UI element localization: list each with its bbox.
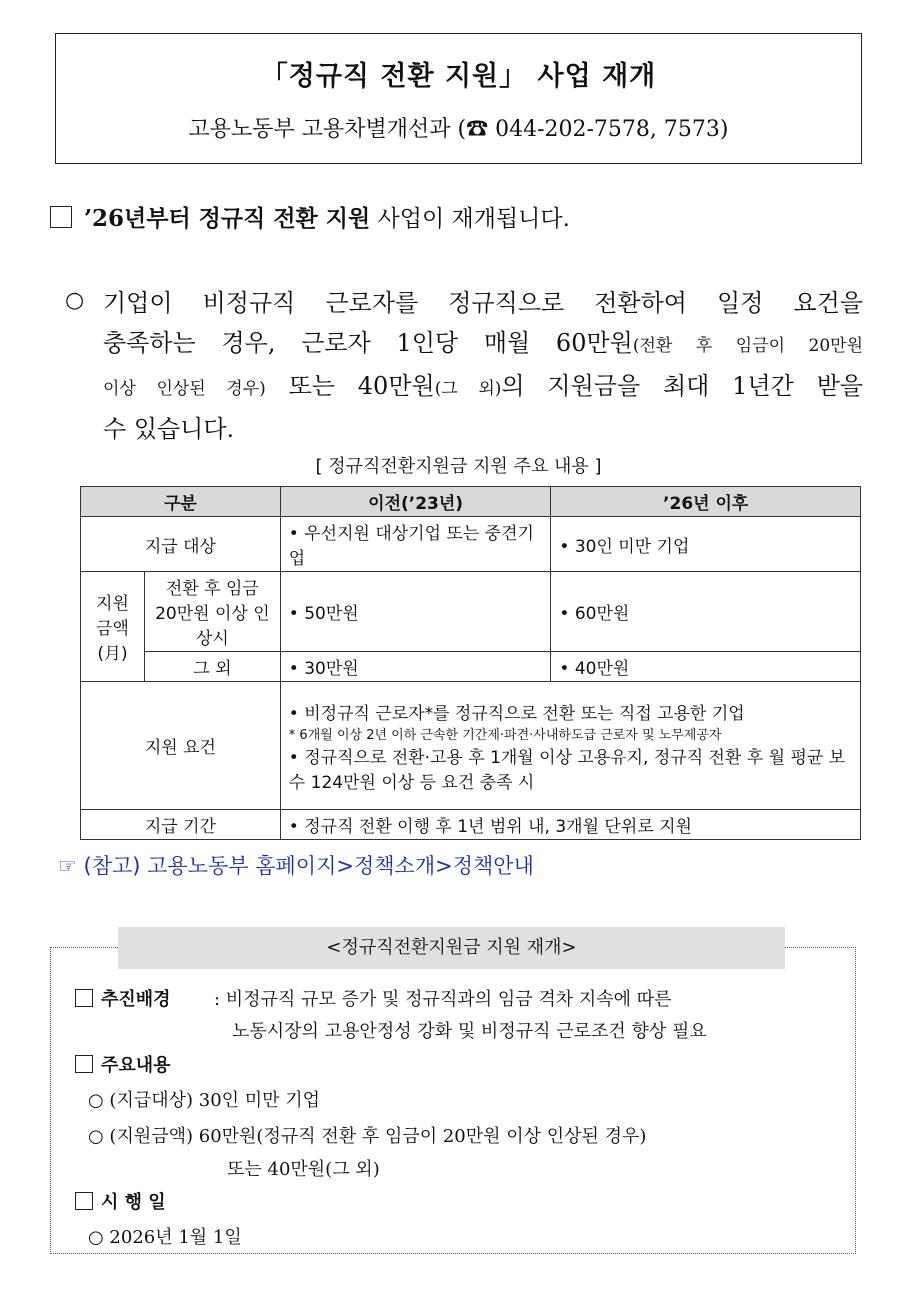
background-text: : 비정규직 규모 증가 및 정규직과의 임금 격차 지속에 따른 [214,989,672,1010]
title-box [55,33,862,164]
background-label: 추진배경 [101,989,171,1010]
row-label: 지급 대상 [81,517,281,572]
section-heading [50,200,570,233]
table-header: 이전(’23년) [280,487,551,517]
row-label: 지급 기간 [81,810,281,840]
table-cell: • 정규직 전환 이행 후 1년 범위 내, 3개월 단위로 지원 [280,810,860,840]
target-line: ○ (지급대상) 30인 미만 기업 [88,1090,321,1111]
summary-main-content [75,1051,171,1077]
info-table [80,486,861,840]
table-header: 구분 [81,487,281,517]
table-header: ’26년 이후 [551,487,861,517]
para-line: 기업이 비정규직 근로자를 정규직으로 전환하여 일정 요건을 [103,289,863,317]
summary-date [75,1188,166,1214]
table-row [81,572,861,652]
table-cell: • 우선지원 대상기업 또는 중견기업 [280,517,551,572]
para-note: (그 외) [434,379,502,399]
program-description [103,283,863,449]
para-segment: 충족하는 경우, 근로자 1인당 매월 60만원 [103,329,633,357]
requirement-note: * 6개월 이상 2년 이하 근속한 기간제·파견·사내하도급 근로자 및 노무제공자 [288,727,722,743]
amount-line: 또는 40만원(그 외) [227,1159,380,1180]
table-cell: • 50만원 [280,572,551,652]
para-note: (전환 후 임금이 20만원 [632,336,863,356]
date-label: 시 행 일 [101,1192,166,1213]
requirement-line: • 비정규직 근로자*를 정규직으로 전환 또는 직접 고용한 기업 [288,703,745,724]
checkbox-square-icon [75,989,93,1007]
requirement-line: • 정규직으로 전환·고용 후 1개월 이상 고용유지, 정규직 전환 후 월 평균 보수 124만원 이상 등 요건 충족 시 [288,747,846,793]
table-cell: • 30만원 [280,652,551,682]
amount-label: 지원 금액 (月) [81,572,145,682]
table-row [81,517,861,572]
row-label: 그 외 [144,652,280,682]
amount-line: ○ (지원금액) 60만원(정규직 전환 후 임금이 20만원 이상 인상된 경우) [88,1126,647,1147]
table-cell: • 30인 미만 기업 [551,517,861,572]
para-line [103,366,863,409]
table-cell: • 60만원 [551,572,861,652]
summary-title: <정규직전환지원금 지원 재개> [118,927,785,969]
reference-link[interactable]: ☞ (참고) 고용노동부 홈페이지>정책소개>정책안내 [58,854,534,878]
checkbox-square-icon [50,206,72,228]
table-caption: [ 정규직전환지원금 지원 주요 내용 ] [315,456,602,477]
para-note: 이상 인상된 경우) [103,379,266,399]
section-heading-rest: 사업이 재개됩니다. [370,206,570,232]
summary-background [75,985,171,1011]
table-row [81,652,861,682]
table-header-row [81,487,861,517]
date-line: ○ 2026년 1월 1일 [88,1227,242,1248]
row-label: 지원 요건 [81,682,281,810]
bullet-circle-icon: ○ [65,288,85,313]
table-cell [280,682,860,810]
checkbox-square-icon [75,1192,93,1210]
para-segment: 또는 40만원 [265,372,435,400]
main-label: 주요내용 [101,1055,171,1076]
table-row [81,810,861,840]
background-text: 노동시장의 고용안정성 강화 및 비정규직 근로조건 향상 필요 [232,1021,707,1042]
table-cell: • 40만원 [551,652,861,682]
section-heading-bold: ’26년부터 정규직 전환 지원 [84,205,371,232]
para-line: 수 있습니다. [103,415,235,443]
para-segment: 의 지원금을 최대 1년간 받을 [501,372,863,400]
page-title: 「정규직 전환 지원」 사업 재개 [260,61,657,92]
para-line [103,323,863,366]
row-label: 전환 후 임금 20만원 이상 인상시 [144,572,280,652]
table-row [81,682,861,810]
department-contact: 고용노동부 고용차별개선과 (☎ 044-202-7578, 7573) [188,117,729,142]
checkbox-square-icon [75,1055,93,1073]
